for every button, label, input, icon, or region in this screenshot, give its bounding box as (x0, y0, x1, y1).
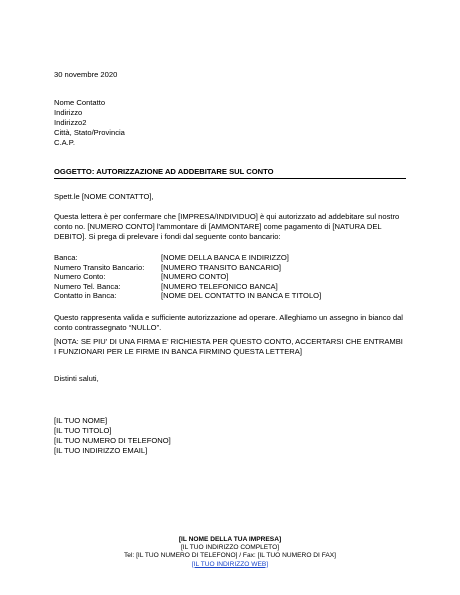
signer-name: [IL TUO NOME] (54, 416, 108, 425)
bank-detail-label: Numero Tel. Banca: (54, 281, 121, 291)
bank-detail-label: Contatto in Banca: (54, 291, 117, 301)
bank-detail-label: Numero Transito Bancario: (54, 262, 145, 272)
signer-phone: [IL TUO NUMERO DI TELEFONO] (54, 436, 171, 445)
recipient-name: Nome Contatto (54, 98, 106, 107)
letter-date: 30 novembre 2020 (54, 70, 118, 79)
bank-detail-row (54, 253, 321, 263)
bank-detail-label: Numero Conto: (54, 272, 106, 282)
signature-note: [NOTA: SE PIU' DI UNA FIRMA E' RICHIESTA PER QUESTO CONTO, ACCERTARSI CHE ENTRAMBI I FUNZIONARI PER LE FIRME IN BANCA FIRMINO QUESTA LETTERA] (54, 337, 403, 356)
letter-greeting: Spett.le [NOME CONTATTO], (54, 192, 154, 201)
recipient-address-line1: Indirizzo (54, 108, 83, 117)
recipient-address-line2: Indirizzo2 (54, 118, 87, 127)
subject-divider (54, 178, 406, 179)
footer-address: [IL TUO INDIRIZZO COMPLETO] (180, 544, 280, 552)
footer-web-link[interactable]: [IL TUO INDIRIZZO WEB] (191, 560, 269, 568)
signature-block (54, 416, 171, 456)
bank-detail-row (54, 272, 321, 282)
letter-footer (0, 536, 460, 569)
signer-title: [IL TUO TITOLO] (54, 426, 112, 435)
recipient-zip: C.A.P. (54, 138, 75, 147)
signer-email: [IL TUO INDIRIZZO EMAIL] (54, 446, 148, 455)
bank-detail-value: [NUMERO TRANSITO BANCARIO] (161, 262, 281, 272)
recipient-address (54, 98, 125, 148)
footer-contact: Tel: [IL TUO NUMERO DI TELEFONO] / Fax: [IL TUO NUMERO DI FAX] (123, 552, 336, 560)
letter-closing: Distinti saluti, (54, 374, 99, 383)
body-paragraph-2: Questo rappresenta valida e sufficiente autorizzazione ad operare. Alleghiamo un assegno in bianco dal conto contrassegnato “NULLO”. (54, 313, 403, 332)
bank-detail-row (54, 291, 321, 301)
bank-details-table (54, 253, 321, 301)
bank-detail-row (54, 263, 321, 273)
bank-detail-value: [NOME DEL CONTATTO IN BANCA E TITOLO] (161, 291, 322, 301)
bank-detail-value: [NUMERO TELEFONICO BANCA] (161, 281, 278, 291)
recipient-city: Città, Stato/Provincia (54, 128, 125, 137)
footer-company: [IL NOME DELLA TUA IMPRESA] (178, 536, 282, 543)
bank-detail-label: Banca: (54, 253, 78, 262)
bank-detail-value: [NOME DELLA BANCA E INDIRIZZO] (161, 253, 289, 262)
bank-detail-value: [NUMERO CONTO] (161, 272, 229, 282)
body-paragraph-1: Questa lettera è per confermare che [IMPRESA/INDIVIDUO] è qui autorizzato ad addebitare sul nostro conto no. [NUMERO CONTO] l'ammontare di [AMMONTARE] come pagamento di [NATURA DEL DEBITO]. Si prega di prelevare i fondi dal seguente conto bancario: (54, 212, 400, 241)
letter-subject: OGGETTO: AUTORIZZAZIONE AD ADDEBITARE SUL CONTO (54, 167, 274, 176)
bank-detail-row (54, 282, 321, 292)
